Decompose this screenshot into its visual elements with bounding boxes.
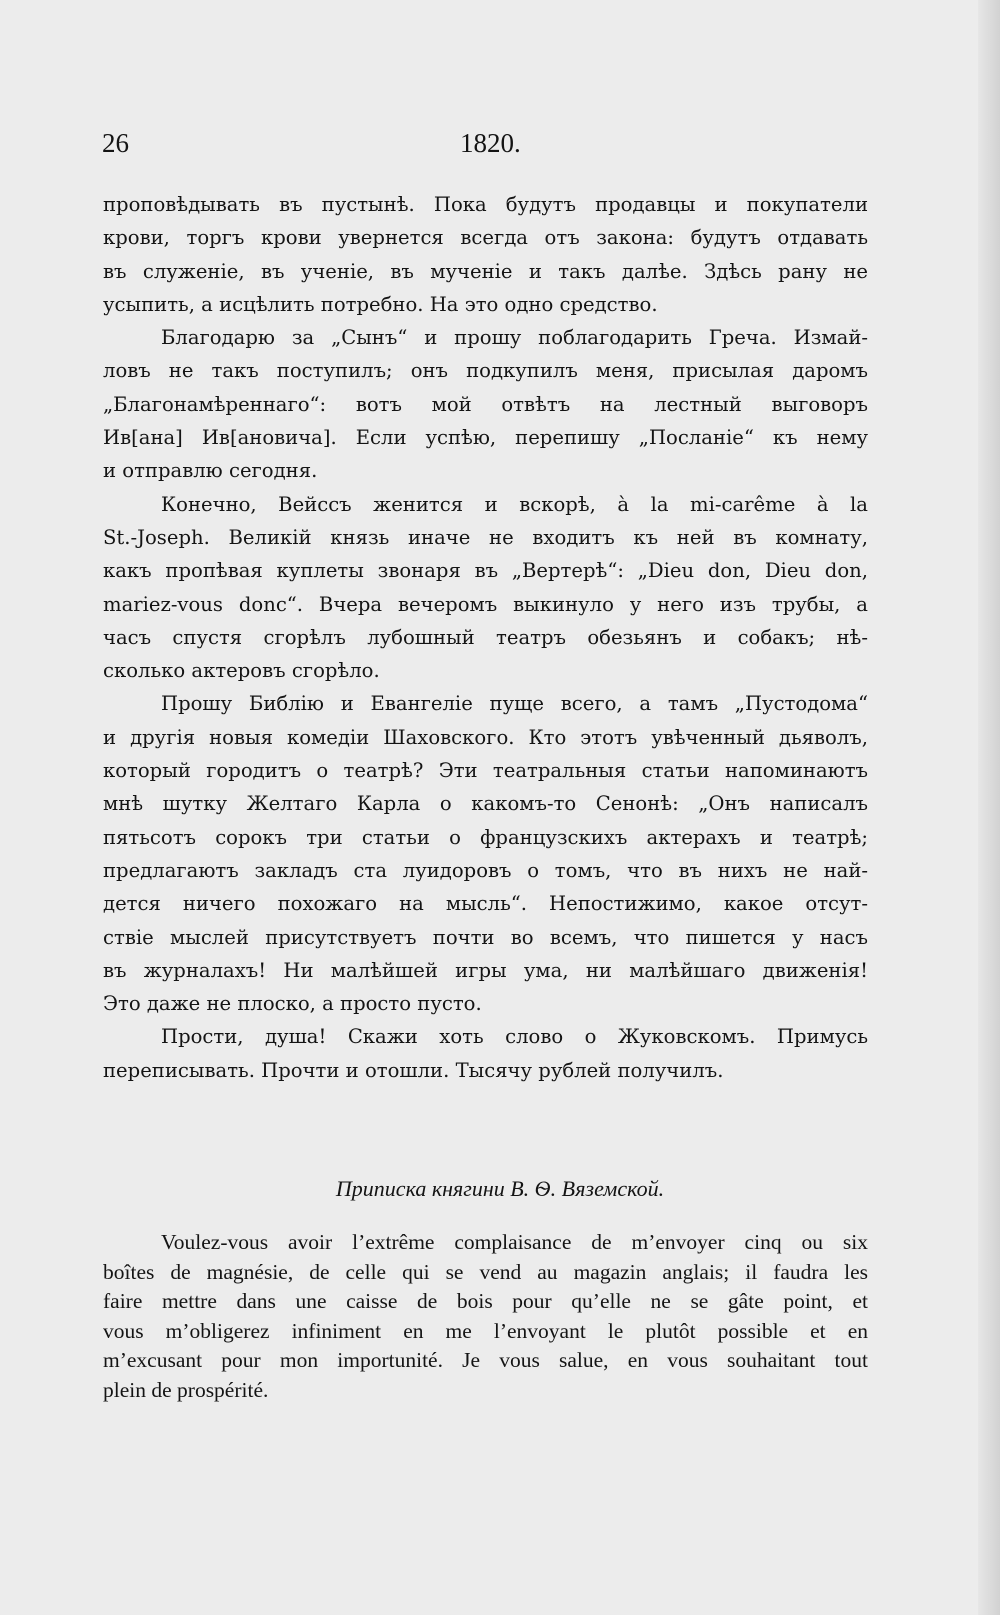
paragraph bbox=[103, 188, 868, 321]
text-line: переписывать. Прочти и отошли. Тысячу рублей получилъ. bbox=[103, 1058, 724, 1082]
running-year: 1820. bbox=[460, 128, 521, 158]
postscript-body bbox=[103, 1228, 868, 1405]
paragraph bbox=[103, 321, 868, 487]
postscript-line: Voulez-vous avoir l’extrême complaisance de m’envoyer cinq ou six bbox=[161, 1230, 868, 1254]
paragraph bbox=[103, 687, 868, 1020]
text-line: крови, торгъ крови увернется всегда отъ закона: будутъ отдавать bbox=[103, 226, 868, 250]
text-line: мнѣ шутку Желтаго Карла о какомъ-то Сенонѣ: „Онъ написалъ bbox=[103, 792, 868, 816]
paragraph bbox=[103, 1020, 868, 1087]
text-line: Конечно, Вейссъ женится и вскорѣ, à la mi-carême à la bbox=[161, 492, 868, 516]
running-header bbox=[100, 128, 870, 168]
postscript-line: vous m’obligerez infiniment en me l’envoyant le plutôt possible et en bbox=[103, 1318, 868, 1343]
postscript-line: faire mettre dans une caisse de bois pour qu’elle ne se gâte point, et bbox=[103, 1289, 868, 1313]
postscript-line: m’excusant pour mon importunité. Je vous salue, en vous souhaitant tout bbox=[103, 1348, 868, 1372]
postscript-heading: Приписка княгини В. Ѳ. Вяземской. bbox=[335, 1176, 665, 1201]
text-line: Это даже не плоско, а просто пусто. bbox=[103, 992, 482, 1016]
text-line: проповѣдывать въ пустынѣ. Пока будутъ продавцы и покупатели bbox=[103, 193, 868, 216]
text-line: дется ничего похожаго на мысль“. Непостижимо, какое отсут- bbox=[103, 892, 868, 916]
text-line: St.-Joseph. Великій князь иначе не входитъ къ ней въ комнату, bbox=[103, 525, 868, 549]
text-line: Прошу Библію и Евангеліе пуще всего, а тамъ „Пустодома“ bbox=[161, 692, 868, 716]
page-number: 26 bbox=[102, 128, 129, 158]
text-line: Благодарю за „Сынъ“ и прошу поблагодарить Греча. Измай- bbox=[161, 326, 868, 350]
text-line: mariez-vous donc“. Вчера вечеромъ выкинуло у него изъ трубы, а bbox=[103, 592, 868, 616]
page-edge-shadow bbox=[978, 0, 1000, 1615]
text-line: „Благонамѣреннаго“: вотъ мой отвѣтъ на лестный выговоръ bbox=[103, 392, 868, 416]
text-line: ловъ не такъ поступилъ; онъ подкупилъ меня, присылая даромъ bbox=[103, 359, 868, 383]
postscript-line: plein de prospérité. bbox=[103, 1377, 269, 1402]
text-line: и отправлю сегодня. bbox=[103, 459, 318, 483]
text-line: который городитъ о театрѣ? Эти театральныя статьи напоминаютъ bbox=[103, 759, 868, 783]
text-line: предлагаютъ закладъ ста луидоровъ о томъ, что въ нихъ не най- bbox=[103, 858, 868, 882]
postscript-line: boîtes de magnésie, de celle qui se vend au magazin anglais; il faudra les bbox=[103, 1259, 868, 1284]
text-line: и другія новыя комедіи Шаховского. Кто этотъ увѣченный дьяволъ, bbox=[103, 725, 868, 749]
text-line: ствіе мыслей присутствуетъ почти во всемъ, что пишется у насъ bbox=[103, 925, 868, 949]
text-line: въ служеніе, въ ученіе, въ мученіе и такъ далѣе. Здѣсь рану не bbox=[103, 259, 868, 283]
text-line: пятьсотъ сорокъ три статьи о французскихъ актерахъ и театрѣ; bbox=[103, 825, 868, 849]
text-line: какъ пропѣвая куплеты звонаря въ „Вертерѣ“: „Dieu don, Dieu don, bbox=[103, 559, 868, 583]
text-line: Ив[ана] Ив[ановича]. Если успѣю, перепишу „Посланіе“ къ нему bbox=[103, 426, 868, 450]
text-line: Прости, душа! Скажи хоть слово о Жуковскомъ. Примусь bbox=[161, 1025, 868, 1049]
text-line: въ журналахъ! Ни малѣйшей игры ума, ни малѣйшаго движенія! bbox=[103, 958, 868, 982]
paragraph bbox=[103, 488, 868, 688]
text-line: сколько актеровъ сгорѣло. bbox=[103, 659, 380, 683]
text-line: часъ спустя сгорѣлъ лубошный театръ обезьянъ и собакъ; нѣ- bbox=[103, 625, 868, 649]
letter-body bbox=[103, 188, 868, 1087]
text-line: усыпить, а исцѣлить потребно. На это одно средство. bbox=[103, 292, 658, 316]
